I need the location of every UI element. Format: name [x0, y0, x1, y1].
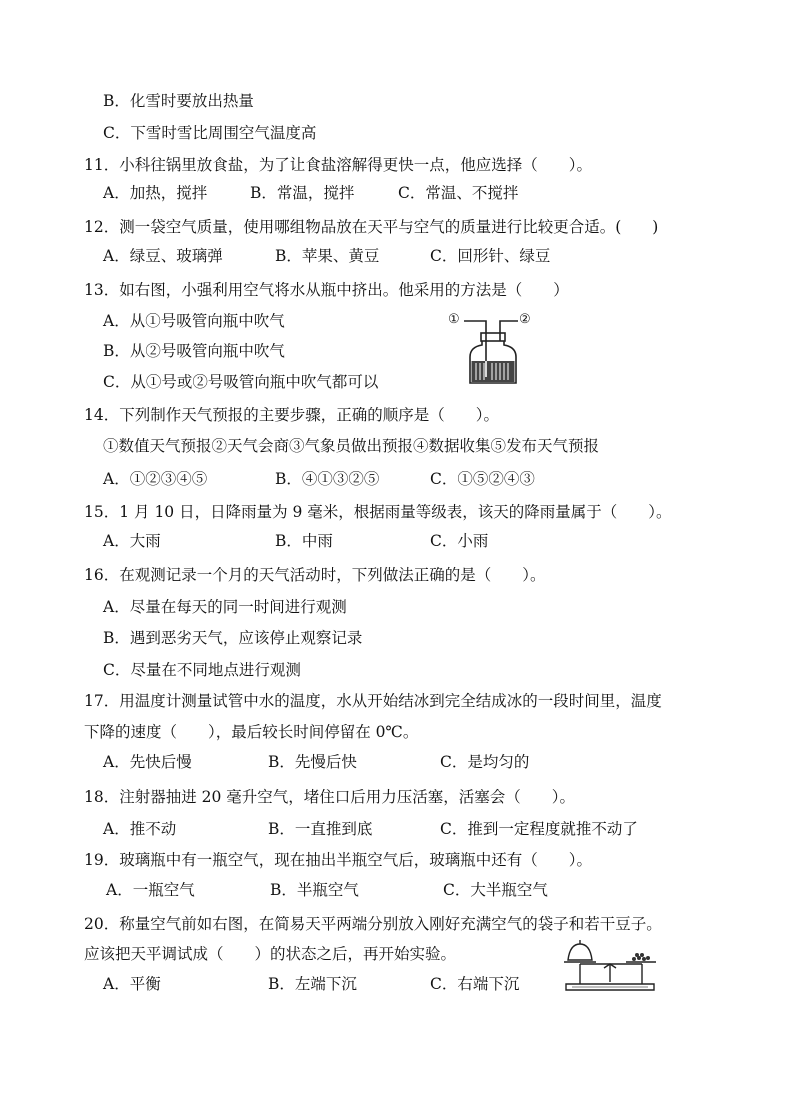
q17-stem-line2: 下降的速度（ ），最后较长时间停留在 0℃。	[84, 723, 419, 741]
q20-option-b: B．左端下沉	[268, 975, 357, 993]
q15-option-a: A．大雨	[103, 532, 161, 550]
q16-stem: 16．在观测记录一个月的天气活动时，下列做法正确的是（ ）。	[84, 566, 546, 584]
q11-option-c: C．常温、不搅拌	[398, 184, 519, 202]
q12-option-a: A．绿豆、玻璃弹	[103, 247, 223, 265]
q14-option-b: B．④①③②⑤	[275, 470, 380, 488]
q17-stem-line1: 17．用温度计测量试管中水的温度，水从开始结冰到完全结成冰的一段时间里，温度	[84, 692, 662, 710]
q15-stem: 15．1 月 10 日，日降雨量为 9 毫米，根据雨量等级表，该天的降雨量属于（ ）。	[84, 503, 672, 521]
q19-option-c: C．大半瓶空气	[443, 881, 548, 899]
q19-option-b: B．半瓶空气	[270, 881, 359, 899]
q16-option-a: A．尽量在每天的同一时间进行观测	[103, 598, 347, 616]
tube-label-1: ①	[448, 312, 460, 327]
q14-option-c: C．①⑤②④③	[430, 470, 535, 488]
wash-bottle-diagram	[448, 313, 540, 385]
q14-steps: ①数值天气预报②天气会商③气象员做出预报④数据收集⑤发布天气预报	[103, 437, 600, 455]
bottle-figure	[448, 313, 540, 385]
q18-stem: 18．注射器抽进 20 毫升空气，堵住口后用力压活塞，活塞会（ ）。	[84, 788, 576, 806]
q14-option-a: A．①②③④⑤	[103, 470, 208, 488]
q11-option-b: B．常温，搅拌	[250, 184, 355, 202]
q11-stem: 11．小科往锅里放食盐，为了让食盐溶解得更快一点，他应选择（ ）。	[84, 156, 592, 174]
q18-option-c: C．推到一定程度就推不动了	[440, 820, 638, 838]
q12-option-c: C．回形针、绿豆	[430, 247, 551, 265]
q20-option-a: A．平衡	[103, 975, 161, 993]
q11-option-a: A．加热，搅拌	[103, 184, 208, 202]
q17-option-a: A．先快后慢	[103, 753, 192, 771]
tube-label-2: ②	[519, 312, 531, 327]
q13-option-a: A．从①号吸管向瓶中吹气	[103, 312, 285, 330]
q16-option-b: B．遇到恶劣天气，应该停止观察记录	[103, 629, 363, 647]
q20-stem-line1: 20．称量空气前如右图，在简易天平两端分别放入刚好充满空气的袋子和若干豆子。	[84, 915, 662, 933]
q12-stem: 12．测一袋空气质量，使用哪组物品放在天平与空气的质量进行比较更合适。( )	[84, 218, 659, 236]
q12-option-b: B．苹果、黄豆	[275, 247, 380, 265]
q10-option-c: C．下雪时雪比周围空气温度高	[103, 124, 317, 142]
q13-stem: 13．如右图，小强利用空气将水从瓶中挤出。他采用的方法是（ ）	[84, 281, 569, 299]
q17-option-b: B．先慢后快	[268, 753, 357, 771]
q16-option-c: C．尽量在不同地点进行观测	[103, 661, 301, 679]
q13-option-c: C．从①号或②号吸管向瓶中吹气都可以	[103, 373, 379, 391]
q17-option-c: C．是均匀的	[440, 753, 530, 771]
q19-option-a: A．一瓶空气	[106, 881, 195, 899]
balance-figure	[560, 938, 660, 994]
q20-option-c: C．右端下沉	[430, 975, 520, 993]
q13-option-b: B．从②号吸管向瓶中吹气	[103, 342, 285, 360]
q15-option-b: B．中雨	[275, 532, 333, 550]
q18-option-a: A．推不动	[103, 820, 177, 838]
simple-balance-diagram	[560, 938, 660, 994]
q15-option-c: C．小雨	[430, 532, 489, 550]
q18-option-b: B．一直推到底	[268, 820, 373, 838]
q10-option-b: B．化雪时要放出热量	[103, 92, 254, 110]
q14-stem: 14．下列制作天气预报的主要步骤，正确的顺序是（ ）。	[84, 406, 499, 424]
q20-stem-line2: 应该把天平调试成（ ）的状态之后，再开始实验。	[84, 945, 457, 963]
q19-stem: 19．玻璃瓶中有一瓶空气，现在抽出半瓶空气后，玻璃瓶中还有（ ）。	[84, 851, 592, 869]
